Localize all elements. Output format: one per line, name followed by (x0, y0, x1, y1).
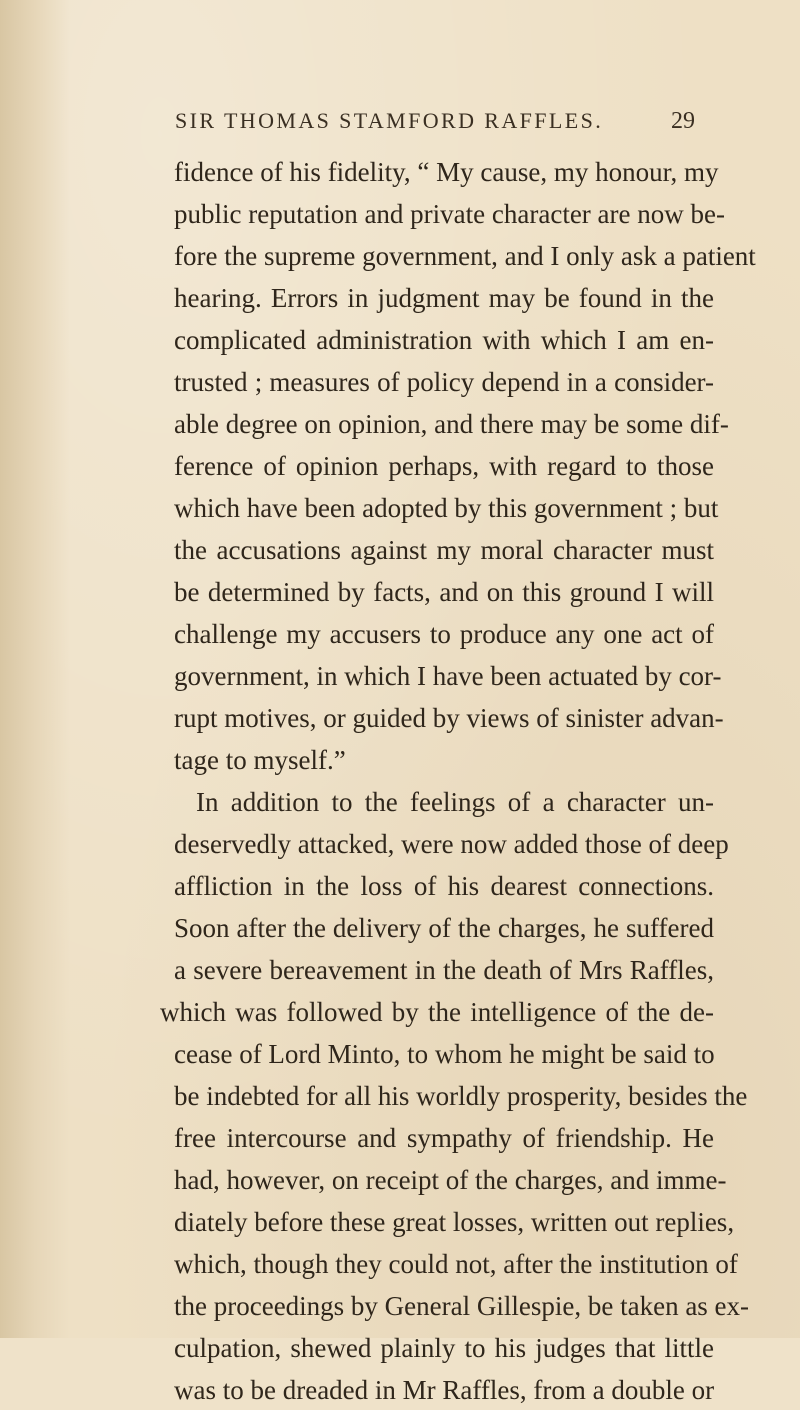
text-line: ference of opinion perhaps, with regard to those (174, 451, 714, 481)
text-line: hearing. Errors in judgment may be found in the (174, 283, 714, 313)
running-head-title: SIR THOMAS STAMFORD RAFFLES. (175, 108, 604, 133)
paragraph-start-line: In addition to the feelings of a character un- (196, 787, 714, 817)
text-line: a severe bereavement in the death of Mrs Raffles, (174, 955, 714, 985)
text-line: government, in which I have been actuated by cor- (174, 661, 722, 691)
text-line: fidence of his fidelity, “ My cause, my honour, my (174, 157, 719, 187)
text-line: trusted ; measures of policy depend in a consider- (174, 367, 714, 397)
text-line: free intercourse and sympathy of friendship. He (174, 1123, 714, 1153)
text-line: was to be dreaded in Mr Raffles, from a double or (174, 1375, 715, 1405)
text-line: which was followed by the intelligence of the de- (160, 997, 714, 1027)
text-line: challenge my accusers to produce any one act of (174, 619, 714, 649)
page-number: 29 (671, 107, 695, 134)
text-line: able degree on opinion, and there may be some dif- (174, 409, 729, 439)
text-line: diately before these great losses, written out replies, (174, 1207, 735, 1237)
text-line: fore the supreme government, and I only ask a patient (174, 241, 756, 271)
text-line: the accusations against my moral character must (174, 535, 714, 565)
text-line: cease of Lord Minto, to whom he might be said to (174, 1039, 715, 1069)
page-binding-edge (0, 0, 70, 1338)
text-line: deservedly attacked, were now added those of deep (174, 829, 729, 859)
text-line: tage to myself.” (174, 745, 346, 775)
text-line: affliction in the loss of his dearest connections. (174, 871, 714, 901)
text-line: be indebted for all his worldly prosperity, besides the (174, 1081, 748, 1111)
text-line: culpation, shewed plainly to his judges that little (174, 1333, 714, 1363)
text-line: complicated administration with which I am en- (174, 325, 714, 355)
text-line: which have been adopted by this government ; but (174, 493, 719, 523)
text-line: Soon after the delivery of the charges, he suffered (174, 913, 714, 943)
text-line: be determined by facts, and on this ground I will (174, 577, 714, 607)
text-line: the proceedings by General Gillespie, be taken as ex- (174, 1291, 750, 1321)
text-line: had, however, on receipt of the charges, and imme- (174, 1165, 727, 1195)
text-line: public reputation and private character are now be- (174, 199, 725, 229)
running-head (175, 103, 695, 139)
text-line: rupt motives, or guided by views of sinister advan- (174, 703, 724, 733)
text-line: which, though they could not, after the institution of (174, 1249, 738, 1279)
